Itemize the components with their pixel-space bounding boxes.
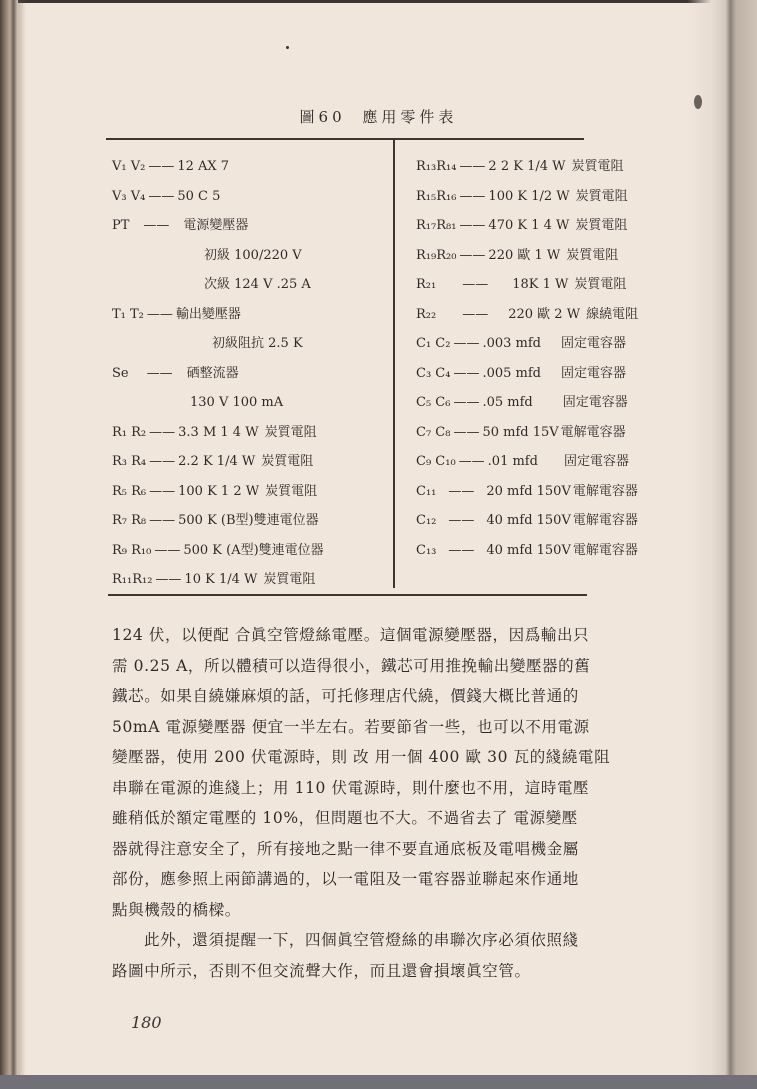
table-top-rule — [106, 138, 584, 140]
dash: —— — [453, 336, 480, 351]
part-ref: C₇ C₈ — [416, 424, 451, 440]
part-row — [416, 506, 691, 536]
dash: —— — [458, 454, 485, 469]
body-text — [112, 620, 672, 986]
part-type: 固定電容器 — [563, 454, 629, 469]
part-ref: V₃ V₄ — [112, 188, 146, 204]
part-ref: R₁ R₂ — [112, 424, 147, 440]
dash: —— — [146, 365, 173, 381]
part-row — [416, 536, 691, 566]
part-spec: .003 mfd — [482, 336, 541, 351]
part-row — [416, 211, 691, 241]
part-spec: 次級 124 V .25 A — [204, 277, 311, 292]
part-type: 炭質電阻 — [263, 572, 316, 587]
part-spec: 40 mfd 150V — [486, 513, 571, 528]
text-line: 器就得注意安全了，所有接地之點一律不要直通底板及電唱機金屬 — [112, 839, 579, 858]
part-ref: R₁₉R₂₀ — [416, 247, 457, 263]
part-type: 炭質電阻 — [575, 218, 628, 233]
text-line: 50mA 電源變壓器 便宜一半左右。若要節省一些，也可以不用電源 — [112, 717, 590, 736]
part-ref: Se — [112, 365, 129, 381]
part-ref: R₂₂ — [416, 306, 437, 322]
part-row — [416, 359, 691, 389]
part-row — [112, 565, 387, 595]
dash: —— — [462, 277, 489, 292]
part-ref: C₉ C₁₀ — [416, 454, 456, 469]
dash: —— — [448, 513, 475, 528]
parts-list-right-column — [416, 152, 691, 565]
part-ref: V₁ V₂ — [112, 159, 146, 174]
part-type: 電解電容器 — [572, 483, 638, 499]
part-spec: 220 歐 2 W — [508, 306, 581, 322]
part-spec: .05 mfd — [482, 395, 533, 410]
dash: —— — [155, 572, 182, 587]
part-row — [112, 329, 387, 359]
part-spec: 輸出變壓器 — [175, 306, 241, 322]
part-row — [416, 300, 691, 330]
part-type: 固定電容器 — [562, 395, 628, 410]
part-row — [112, 388, 387, 418]
page-number: 180 — [131, 1013, 162, 1032]
part-ref: C₁₂ — [416, 513, 437, 528]
part-row — [112, 270, 387, 300]
part-row — [112, 536, 387, 566]
part-row — [112, 241, 387, 271]
dash: —— — [154, 542, 181, 558]
part-ref: R₁₇R₈₁ — [416, 218, 457, 233]
scan-bottom-edge — [0, 1075, 757, 1089]
part-ref: PT — [112, 218, 130, 233]
part-ref: C₁₃ — [416, 542, 437, 558]
part-type: 炭質電阻 — [571, 159, 624, 174]
part-spec: 50 C 5 — [177, 188, 221, 204]
part-spec: 20 mfd 150V — [486, 483, 571, 499]
part-spec: 初級 100/220 V — [204, 247, 302, 263]
dash: —— — [462, 306, 489, 322]
scan-top-edge — [0, 0, 757, 3]
ink-speck — [286, 46, 289, 49]
part-row — [416, 152, 691, 182]
part-spec: 3.3 M 1 4 W — [178, 424, 259, 440]
part-row — [416, 329, 691, 359]
part-ref: C₁₁ — [416, 483, 437, 499]
dash: —— — [448, 483, 475, 499]
dash: —— — [149, 424, 176, 440]
part-row — [112, 418, 387, 448]
part-type: 電解電容器 — [560, 424, 626, 440]
gutter-shadow — [18, 0, 26, 1075]
part-type: 炭質電阻 — [575, 188, 628, 204]
part-spec: 2.2 K 1/4 W — [178, 454, 256, 469]
table-title: 應用零件表 — [362, 108, 458, 126]
part-row — [112, 447, 387, 477]
part-ref: R₁₅R₁₆ — [416, 188, 457, 204]
part-type: 電解電容器 — [572, 542, 638, 558]
part-type: 炭質電阻 — [574, 277, 627, 292]
paragraph-1 — [112, 620, 672, 925]
dash: —— — [149, 513, 176, 528]
dash: —— — [143, 218, 170, 233]
dash: —— — [149, 454, 176, 469]
part-row — [416, 447, 691, 477]
part-row — [416, 241, 691, 271]
part-row — [416, 477, 691, 507]
part-ref: C₅ C₆ — [416, 395, 451, 410]
part-type: 固定電容器 — [561, 365, 627, 381]
part-ref: R₉ R₁₀ — [112, 542, 152, 558]
part-spec: 10 K 1/4 W — [184, 572, 258, 587]
part-type: 線繞電阻 — [586, 306, 639, 322]
part-spec: 50 mfd 15V — [482, 424, 559, 440]
part-spec: 220 歐 1 W — [488, 247, 561, 263]
paragraph-2 — [112, 925, 672, 986]
dash: —— — [459, 247, 486, 263]
part-ref: C₁ C₂ — [416, 336, 451, 351]
text-line: 此外，還須提醒一下，四個眞空管燈絲的串聯次序必須依照綫 — [144, 931, 579, 949]
part-spec: 40 mfd 150V — [486, 542, 571, 558]
part-type: 電解電容器 — [572, 513, 638, 528]
text-line: 點與機殼的橋樑。 — [112, 900, 241, 919]
text-line: 雖稍低於額定電壓的 10%，但問題也不大。不過省去了 電源變壓 — [112, 809, 578, 827]
text-line: 路圖中所示，否則不但交流聲大作，而且還會損壞眞空管。 — [112, 961, 531, 980]
part-spec: 500 K (A型)雙連電位器 — [183, 542, 324, 558]
part-spec: 12 AX 7 — [177, 159, 230, 174]
dash: —— — [453, 424, 480, 440]
part-row — [416, 270, 691, 300]
part-spec: 500 K (B型)雙連電位器 — [178, 513, 319, 528]
part-type: 炭質電阻 — [566, 247, 619, 263]
part-type: 炭質電阻 — [261, 454, 314, 469]
text-line: 需 0.25 A，所以體積可以造得很小，鐵芯可用推挽輸出變壓器的舊 — [112, 656, 591, 675]
text-line: 鐵芯。如果自繞嫌麻煩的話，可托修理店代繞，價錢大概比普通的 — [112, 687, 579, 705]
dash: —— — [459, 159, 486, 174]
dash: —— — [453, 365, 480, 381]
part-row — [416, 418, 691, 448]
part-row — [112, 182, 387, 212]
text-line: 串聯在電源的進綫上；用 110 伏電源時，則什麼也不用，這時電壓 — [112, 778, 590, 797]
dash: —— — [453, 395, 480, 410]
part-spec: 100 K 1/2 W — [488, 188, 570, 204]
part-spec: .01 mfd — [487, 454, 538, 469]
dash: —— — [148, 188, 175, 204]
dash: —— — [448, 542, 475, 558]
part-type: 炭質電阻 — [264, 424, 317, 440]
part-type: 固定電容器 — [561, 336, 627, 351]
part-row — [416, 388, 691, 418]
part-spec: 130 V 100 mA — [190, 395, 284, 410]
part-ref: R₁₃R₁₄ — [416, 159, 457, 174]
dash: —— — [146, 306, 173, 322]
part-row — [112, 477, 387, 507]
table-caption — [0, 106, 757, 127]
part-ref: R₇ R₈ — [112, 513, 147, 528]
text-line: 124 伏，以便配 合眞空管燈絲電壓。這個電源變壓器，因爲輸出只 — [112, 626, 590, 644]
part-ref: R₅ R₆ — [112, 483, 147, 499]
part-spec: 2 2 K 1/4 W — [488, 159, 566, 174]
part-row — [112, 506, 387, 536]
book-spine-edge — [0, 0, 18, 1075]
part-ref: R₃ R₄ — [112, 454, 147, 469]
part-spec: .005 mfd — [482, 365, 541, 381]
part-row — [416, 182, 691, 212]
part-spec: 470 K 1 4 W — [488, 218, 570, 233]
dash: —— — [148, 159, 175, 174]
figure-number: 圖60 — [299, 108, 346, 126]
part-row — [112, 359, 387, 389]
part-spec: 18K 1 W — [512, 277, 569, 292]
part-row — [112, 152, 387, 182]
part-spec: 初級阻抗 2.5 K — [212, 336, 303, 351]
page-right-edge — [687, 0, 757, 1075]
text-line: 部份，應參照上兩節講過的，以一電阻及一電容器並聯起來作通地 — [112, 870, 579, 888]
part-row — [112, 300, 387, 330]
part-row — [112, 211, 387, 241]
part-ref: T₁ T₂ — [112, 306, 144, 322]
parts-list-left-column — [112, 152, 387, 595]
part-ref: R₂₁ — [416, 277, 437, 292]
text-line: 變壓器，使用 200 伏電源時，則 改 用一個 400 歐 30 瓦的綫繞電阻 — [112, 748, 611, 766]
dash: —— — [459, 218, 486, 233]
part-ref: R₁₁R₁₂ — [112, 572, 153, 587]
dash: —— — [459, 188, 486, 204]
part-spec: 電源變壓器 — [183, 218, 249, 233]
part-spec: 100 K 1 2 W — [178, 483, 260, 499]
dash: —— — [149, 483, 176, 499]
part-spec: 硒整流器 — [186, 365, 239, 381]
part-type: 炭質電阻 — [265, 483, 318, 499]
table-column-divider — [393, 140, 395, 588]
part-ref: C₃ C₄ — [416, 365, 451, 381]
